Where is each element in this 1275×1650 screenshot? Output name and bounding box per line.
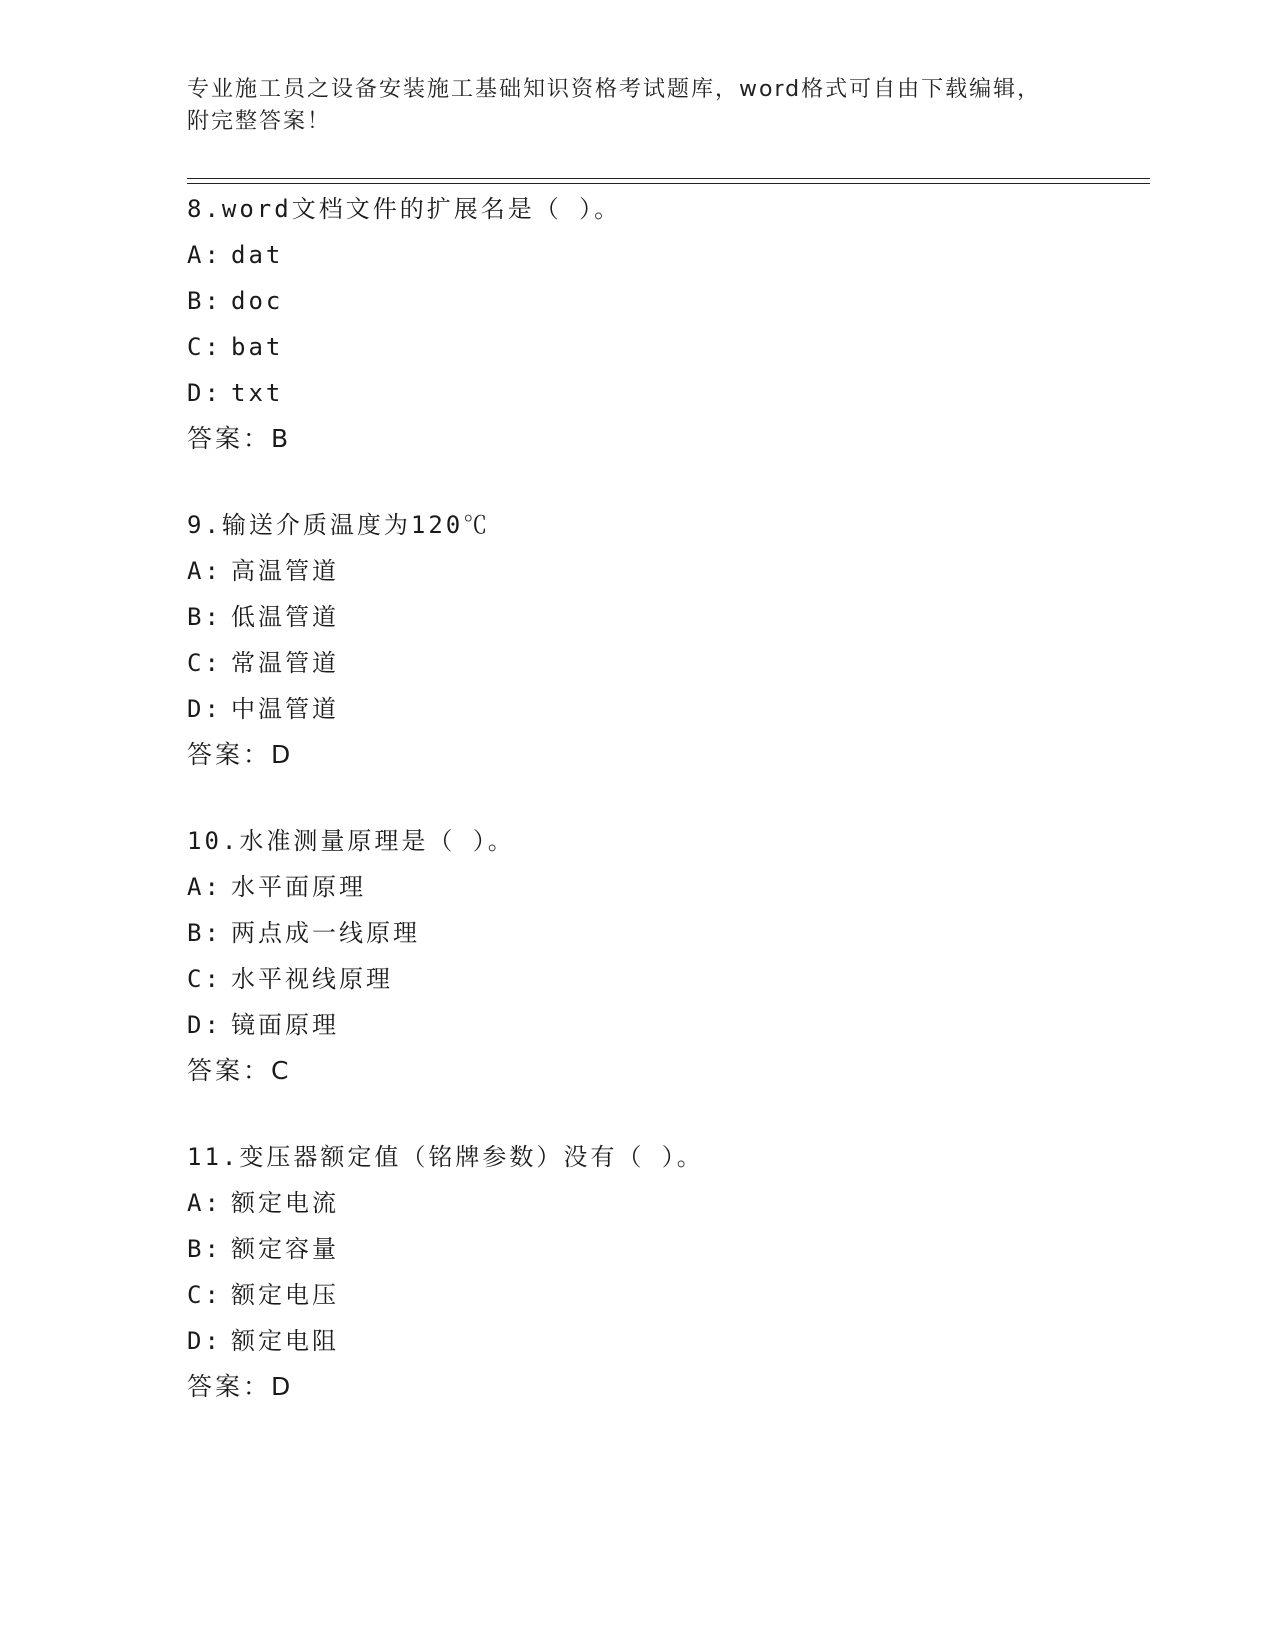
option-letter: D: [187,1327,222,1355]
option-d [187,370,1147,416]
option-letter: D: [187,379,222,407]
header-divider-bottom [187,183,1150,184]
option-letter: C: [187,1281,222,1309]
option-letter: B: [187,603,222,631]
question-8 [187,186,1147,462]
option-text: dat [231,241,284,269]
option-text: bat [231,333,284,361]
option-b [187,910,1147,956]
option-text: 额定电流 [231,1189,339,1217]
option-d [187,1318,1147,1364]
option-text: txt [231,379,284,407]
question-10 [187,818,1147,1094]
option-a [187,232,1147,278]
option-text: doc [231,287,284,315]
option-text: 低温管道 [231,603,339,631]
option-b [187,1226,1147,1272]
option-c [187,640,1147,686]
answer-line: 答案：D [187,740,294,769]
header-divider-top [187,178,1150,179]
option-text: 镜面原理 [231,1011,339,1039]
option-letter: B: [187,287,222,315]
option-letter: C: [187,965,222,993]
question-title: 11.变压器额定值（铭牌参数）没有（ ）。 [187,1143,704,1171]
option-d [187,1002,1147,1048]
option-letter: D: [187,1011,222,1039]
answer-line: 答案：C [187,1056,292,1085]
option-text: 额定电阻 [231,1327,339,1355]
question-title: 10.水准测量原理是（ ）。 [187,827,515,855]
question-title: 9.输送介质温度为120℃ [187,511,491,539]
header-line-2: 附完整答案！ [187,109,332,134]
answer-line: 答案：D [187,1372,294,1401]
option-a [187,1180,1147,1226]
question-9 [187,502,1147,778]
option-text: 常温管道 [231,649,339,677]
option-c [187,956,1147,1002]
option-text: 水平视线原理 [231,965,393,993]
option-b [187,278,1147,324]
option-letter: C: [187,649,222,677]
answer-line: 答案：B [187,424,292,453]
option-c [187,324,1147,370]
option-letter: D: [187,695,222,723]
option-a [187,864,1147,910]
option-c [187,1272,1147,1318]
option-text: 额定容量 [231,1235,339,1263]
option-text: 高温管道 [231,557,339,585]
option-letter: B: [187,1235,222,1263]
option-text: 水平面原理 [231,873,366,901]
option-letter: A: [187,1189,222,1217]
option-text: 中温管道 [231,695,339,723]
option-b [187,594,1147,640]
document-header [187,74,1087,138]
option-letter: C: [187,333,222,361]
option-letter: A: [187,873,222,901]
option-text: 两点成一线原理 [231,919,420,947]
option-letter: A: [187,241,222,269]
option-letter: B: [187,919,222,947]
question-11 [187,1134,1147,1410]
question-title: 8.word文档文件的扩展名是（ ）。 [187,195,622,223]
header-line-1: 专业施工员之设备安装施工基础知识资格考试题库，word格式可自由下载编辑， [187,77,1042,102]
option-d [187,686,1147,732]
option-text: 额定电压 [231,1281,339,1309]
option-letter: A: [187,557,222,585]
option-a [187,548,1147,594]
